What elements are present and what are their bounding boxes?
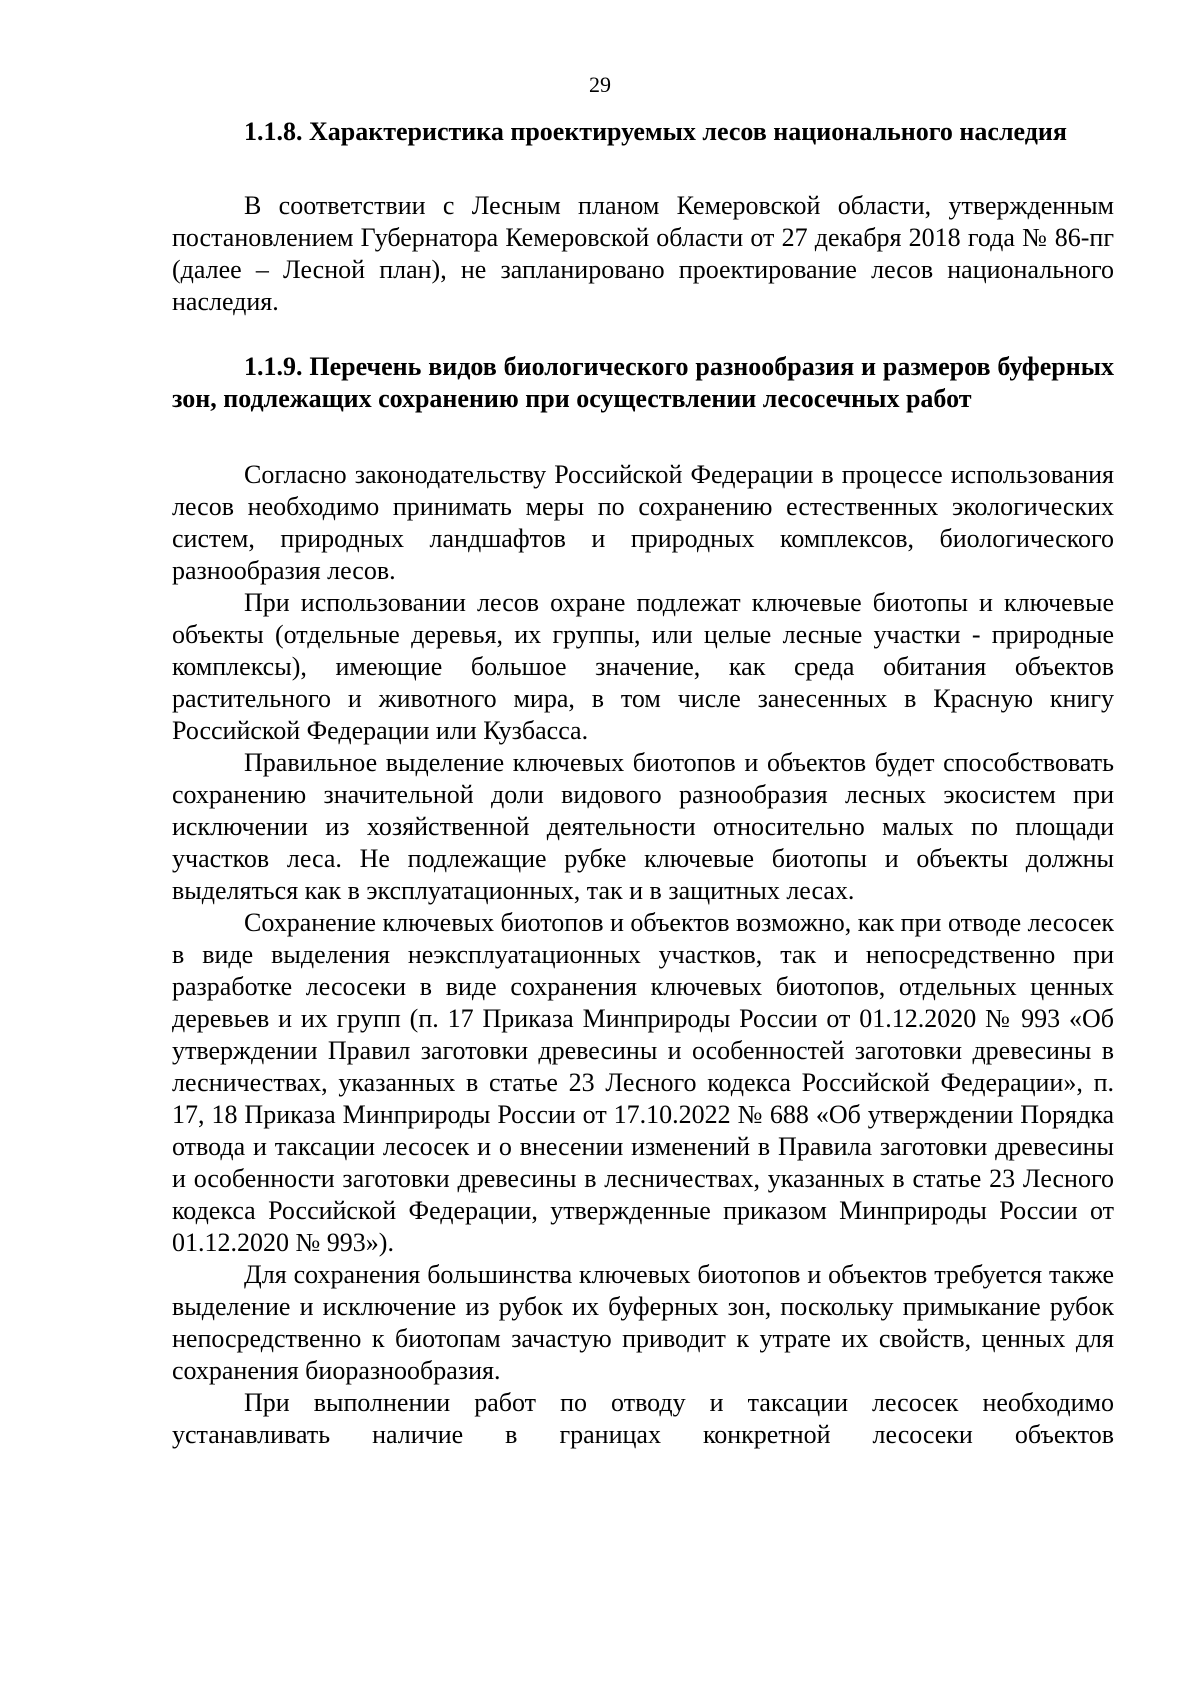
section-heading-1-1-8 bbox=[172, 116, 1114, 148]
page-number: 29 bbox=[589, 72, 611, 97]
paragraph: При использовании лесов охране подлежат ключевые биотопы и ключевые объекты (отдельные деревья, их группы, или целые лесные участки - природные комплексы), имеющие большое значение, как среда обитания объектов растительного и животного мира, в том числе занесенных в Красную книгу Российской Федерации или Кузбасса. bbox=[172, 588, 1114, 745]
section-heading-1-1-9 bbox=[172, 351, 1114, 415]
page-content bbox=[172, 116, 1114, 1451]
section-number: 1.1.9. bbox=[244, 352, 303, 381]
paragraph: При выполнении работ по отводу и таксации лесосек необходимо устанавливать наличие в границах конкретной лесосеки объектов bbox=[172, 1388, 1114, 1449]
paragraph: В соответствии с Лесным планом Кемеровской области, утвержденным постановлением Губернатора Кемеровской области от 27 декабря 2018 года № 86-пг (далее – Лесной план), не запланировано проектирование лесов национального наследия. bbox=[172, 191, 1114, 316]
paragraph: Для сохранения большинства ключевых биотопов и объектов требуется также выделение и исключение из рубок их буферных зон, поскольку примыкание рубок непосредственно к биотопам зачастую приводит к утрате их свойств, ценных для сохранения биоразнообразия. bbox=[172, 1260, 1114, 1385]
section-title: Характеристика проектируемых лесов национального наследия bbox=[309, 117, 1067, 146]
section-title: Перечень видов биологического разнообразия и размеров буферных зон, подлежащих сохранению при осуществлении лесосечных работ bbox=[172, 352, 1114, 413]
section-number: 1.1.8. bbox=[244, 117, 303, 146]
paragraph: Правильное выделение ключевых биотопов и объектов будет способствовать сохранению значительной доли видового разнообразия лесных экосистем при исключении из хозяйственной деятельности относительно малых по площади участков леса. Не подлежащие рубке ключевые биотопы и объекты должны выделяться как в эксплуатационных, так и в защитных лесах. bbox=[172, 748, 1114, 905]
paragraph: Согласно законодательству Российской Федерации в процессе использования лесов необходимо принимать меры по сохранению естественных экологических систем, природных ландшафтов и природных комплексов, биологического разнообразия лесов. bbox=[172, 460, 1114, 585]
paragraph: Сохранение ключевых биотопов и объектов возможно, как при отводе лесосек в виде выделения неэксплуатационных участков, так и непосредственно при разработке лесосеки в виде сохранения ключевых биотопов, отдельных ценных деревьев и их групп (п. 17 Приказа Минприроды России от 01.12.2020 № 993 «Об утверждении Правил заготовки древесины и особенностей заготовки древесины в лесничествах, указанных в статье 23 Лесного кодекса Российской Федерации», п. 17, 18 Приказа Минприроды России от 17.10.2022 № 688 «Об утверждении Порядка отвода и таксации лесосек и о внесении изменений в Правила заготовки древесины и особенности заготовки древесины в лесничествах, указанных в статье 23 Лесного кодекса Российской Федерации, утвержденные приказом Минприроды России от 01.12.2020 № 993»). bbox=[172, 908, 1114, 1257]
